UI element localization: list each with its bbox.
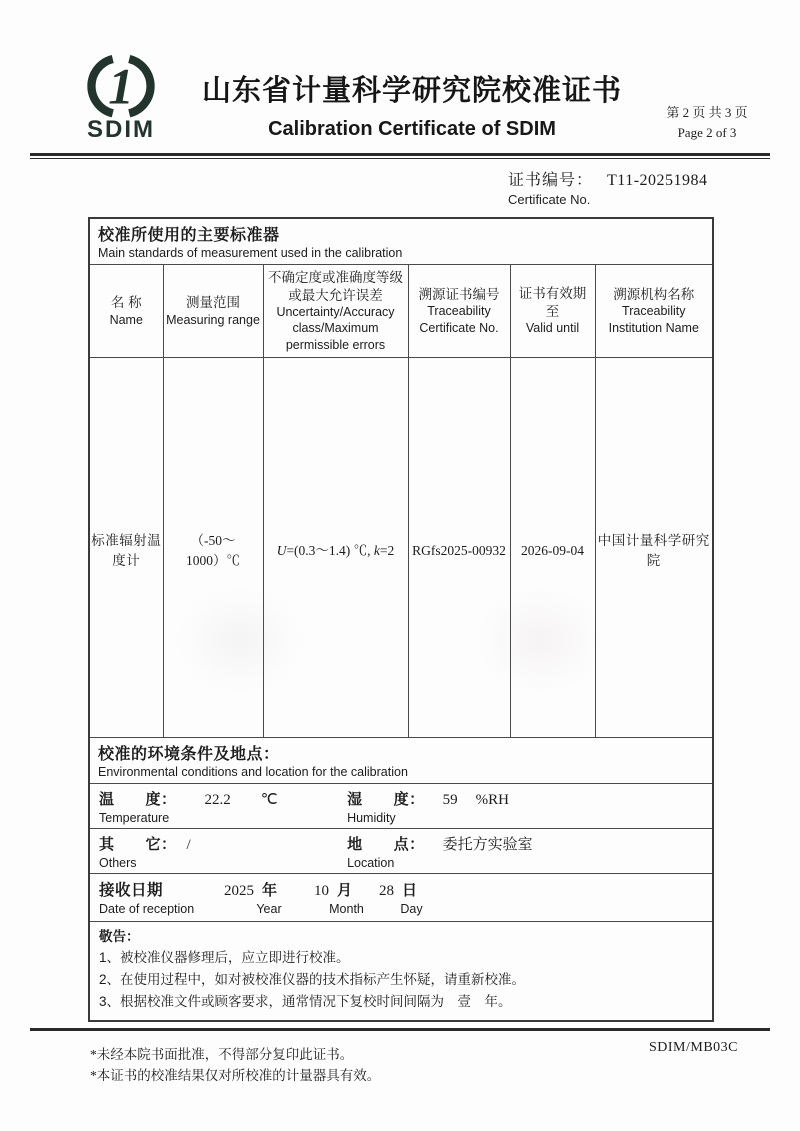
reception-day-label-en: Day — [400, 901, 423, 916]
uncertainty-symbol-u: U — [276, 543, 287, 559]
uncertainty-symbol-k: k — [373, 543, 380, 559]
page-indicator — [648, 54, 766, 141]
environment-section-row — [89, 737, 713, 783]
reception-date-row — [89, 873, 713, 921]
reception-date-line — [99, 878, 704, 900]
temperature-humidity-row — [89, 783, 713, 828]
column-header-institution — [595, 265, 713, 358]
reception-year-unit: 年 — [262, 881, 278, 899]
temperature-humidity-cell — [89, 783, 713, 828]
reception-day-value: 28 — [379, 882, 394, 899]
column-header-traceability-no-cn: 溯源证书编号 — [418, 286, 500, 302]
location-label-cn: 地 点： — [347, 835, 425, 853]
standards-header-row — [89, 265, 713, 358]
column-header-traceability-no — [408, 265, 510, 358]
sdim-emblem-icon — [79, 54, 163, 120]
reception-label-cn: 接收日期 — [99, 881, 164, 899]
humidity-label-en: Humidity — [347, 810, 396, 825]
notice-row — [89, 921, 713, 1021]
reception-label-en: Date of reception — [99, 901, 195, 916]
title-block — [176, 54, 648, 141]
temperature-unit: ℃ — [260, 791, 278, 808]
reception-month-value: 10 — [314, 882, 329, 899]
column-header-valid-until-cn: 证书有效期至 — [518, 286, 587, 319]
column-header-institution-cn: 溯源机构名称 — [613, 286, 695, 302]
others-location-cell — [89, 828, 713, 873]
measuring-range-cell — [163, 357, 263, 737]
standards-section-row — [89, 218, 713, 265]
location-label-en: Location — [347, 855, 395, 870]
notice-item-3: 3、根据校准文件或顾客要求，通常情况下复校时间间隔为 壹 年。 — [99, 993, 512, 1009]
column-header-traceability-no-en: Traceability Certificate No. — [419, 304, 499, 335]
temperature-label-cn: 温 度： — [99, 790, 177, 808]
temperature-value: 22.2 — [204, 791, 231, 808]
humidity-unit: %RH — [475, 791, 509, 808]
temperature-label-en: Temperature — [99, 810, 170, 825]
standards-section-cell — [89, 218, 713, 265]
column-header-valid-until — [510, 265, 595, 358]
reception-year-label-en: Year — [256, 901, 282, 916]
column-header-name-en: Name — [109, 312, 143, 327]
reception-date-sublabels — [99, 900, 704, 918]
location-value: 委托方实验室 — [442, 836, 533, 853]
certificate-table — [88, 217, 714, 1022]
certificate-number-label-en: Certificate No. — [508, 192, 591, 207]
column-header-range-en: Measuring range — [166, 312, 260, 327]
notice-cell — [89, 921, 713, 1021]
page-number-english: Page 2 of 3 — [677, 125, 737, 140]
footer-divider — [30, 1028, 770, 1031]
footnote-1: *未经本院书面批准，不得部分复印此证书。 — [90, 1047, 354, 1063]
others-value: / — [186, 836, 191, 853]
form-code: SDIM/MB03C — [648, 1040, 738, 1055]
notice-item-1: 1、被校准仪器修理后，应立即进行校准。 — [99, 950, 350, 966]
notice-item-2: 2、在使用过程中，如对被校准仪器的技术指标产生怀疑，请重新校准。 — [99, 972, 526, 988]
valid-until-cell: 2026-09-04 — [510, 357, 595, 737]
uncertainty-k-value: =2 — [379, 543, 395, 559]
standards-section-title-cn: 校准所使用的主要标准器 — [98, 227, 280, 244]
traceability-no-cell: RGfs2025-00932 — [408, 357, 510, 737]
certificate-number-block — [508, 167, 800, 207]
title-chinese: 山东省计量科学研究院校准证书 — [201, 75, 622, 107]
footnote-2: *本证书的校准结果仅对所校准的计量器具有效。 — [90, 1068, 381, 1084]
measuring-range-line2: 1000）℃ — [186, 552, 240, 568]
column-header-range-cn: 测量范围 — [186, 295, 240, 311]
others-group — [99, 833, 347, 870]
others-label-en: Others — [99, 855, 137, 870]
standard-name-cell: 标准辐射温度计 — [89, 357, 163, 737]
column-header-valid-until-en: Valid until — [525, 321, 580, 336]
institution-cell: 中国计量科学研究院 — [595, 357, 713, 737]
reception-date-cell — [89, 873, 713, 921]
environment-section-cell — [89, 737, 713, 783]
environment-section-title-cn: 校准的环境条件及地点： — [98, 745, 280, 763]
svg-text:1: 1 — [108, 58, 134, 116]
others-location-row — [89, 828, 713, 873]
certificate-number-value: T11-20251984 — [607, 172, 708, 189]
reception-month-unit: 月 — [337, 881, 353, 899]
location-group — [347, 833, 704, 870]
sdim-logo — [66, 54, 176, 144]
measuring-range-line1: （-50～ — [190, 533, 236, 549]
header-divider — [30, 153, 770, 159]
humidity-label-cn: 湿 度： — [347, 790, 425, 808]
column-header-uncertainty — [263, 265, 408, 358]
environment-section-title-en: Environmental conditions and location for the calibration — [98, 764, 408, 779]
column-header-institution-en: Traceability Institution Name — [608, 304, 699, 335]
standards-section-title-en: Main standards of measurement used in the calibration — [98, 246, 403, 260]
reception-day-unit: 日 — [402, 881, 418, 899]
sdim-logo-text: SDIM — [87, 116, 155, 143]
notice-title: 敬告： — [99, 928, 140, 944]
page-number-chinese: 第 2 页 共 3 页 — [666, 105, 748, 120]
reception-month-label-en: Month — [329, 901, 364, 916]
column-header-range — [163, 265, 263, 358]
temperature-group — [99, 788, 347, 825]
uncertainty-cell — [263, 357, 408, 737]
uncertainty-value: =(0.3～1.4) ℃, — [286, 543, 374, 559]
column-header-uncertainty-en: Uncertainty/Accuracy class/Maximum permissible errors — [276, 305, 395, 352]
column-header-name — [89, 265, 163, 358]
standards-data-row — [89, 357, 713, 737]
certificate-number-label: 证书编号： — [508, 172, 594, 189]
certificate-number-line — [508, 167, 800, 190]
column-header-uncertainty-cn: 不确定度或准确度等级或最大允许误差 — [268, 270, 403, 303]
others-label-cn: 其 它： — [99, 835, 177, 853]
humidity-value: 59 — [442, 791, 458, 808]
column-header-name-cn: 名 称 — [110, 295, 142, 311]
reception-year-value: 2025 — [224, 882, 254, 899]
certificate-header — [0, 0, 800, 144]
humidity-group — [347, 788, 704, 825]
title-english: Calibration Certificate of SDIM — [268, 118, 556, 140]
